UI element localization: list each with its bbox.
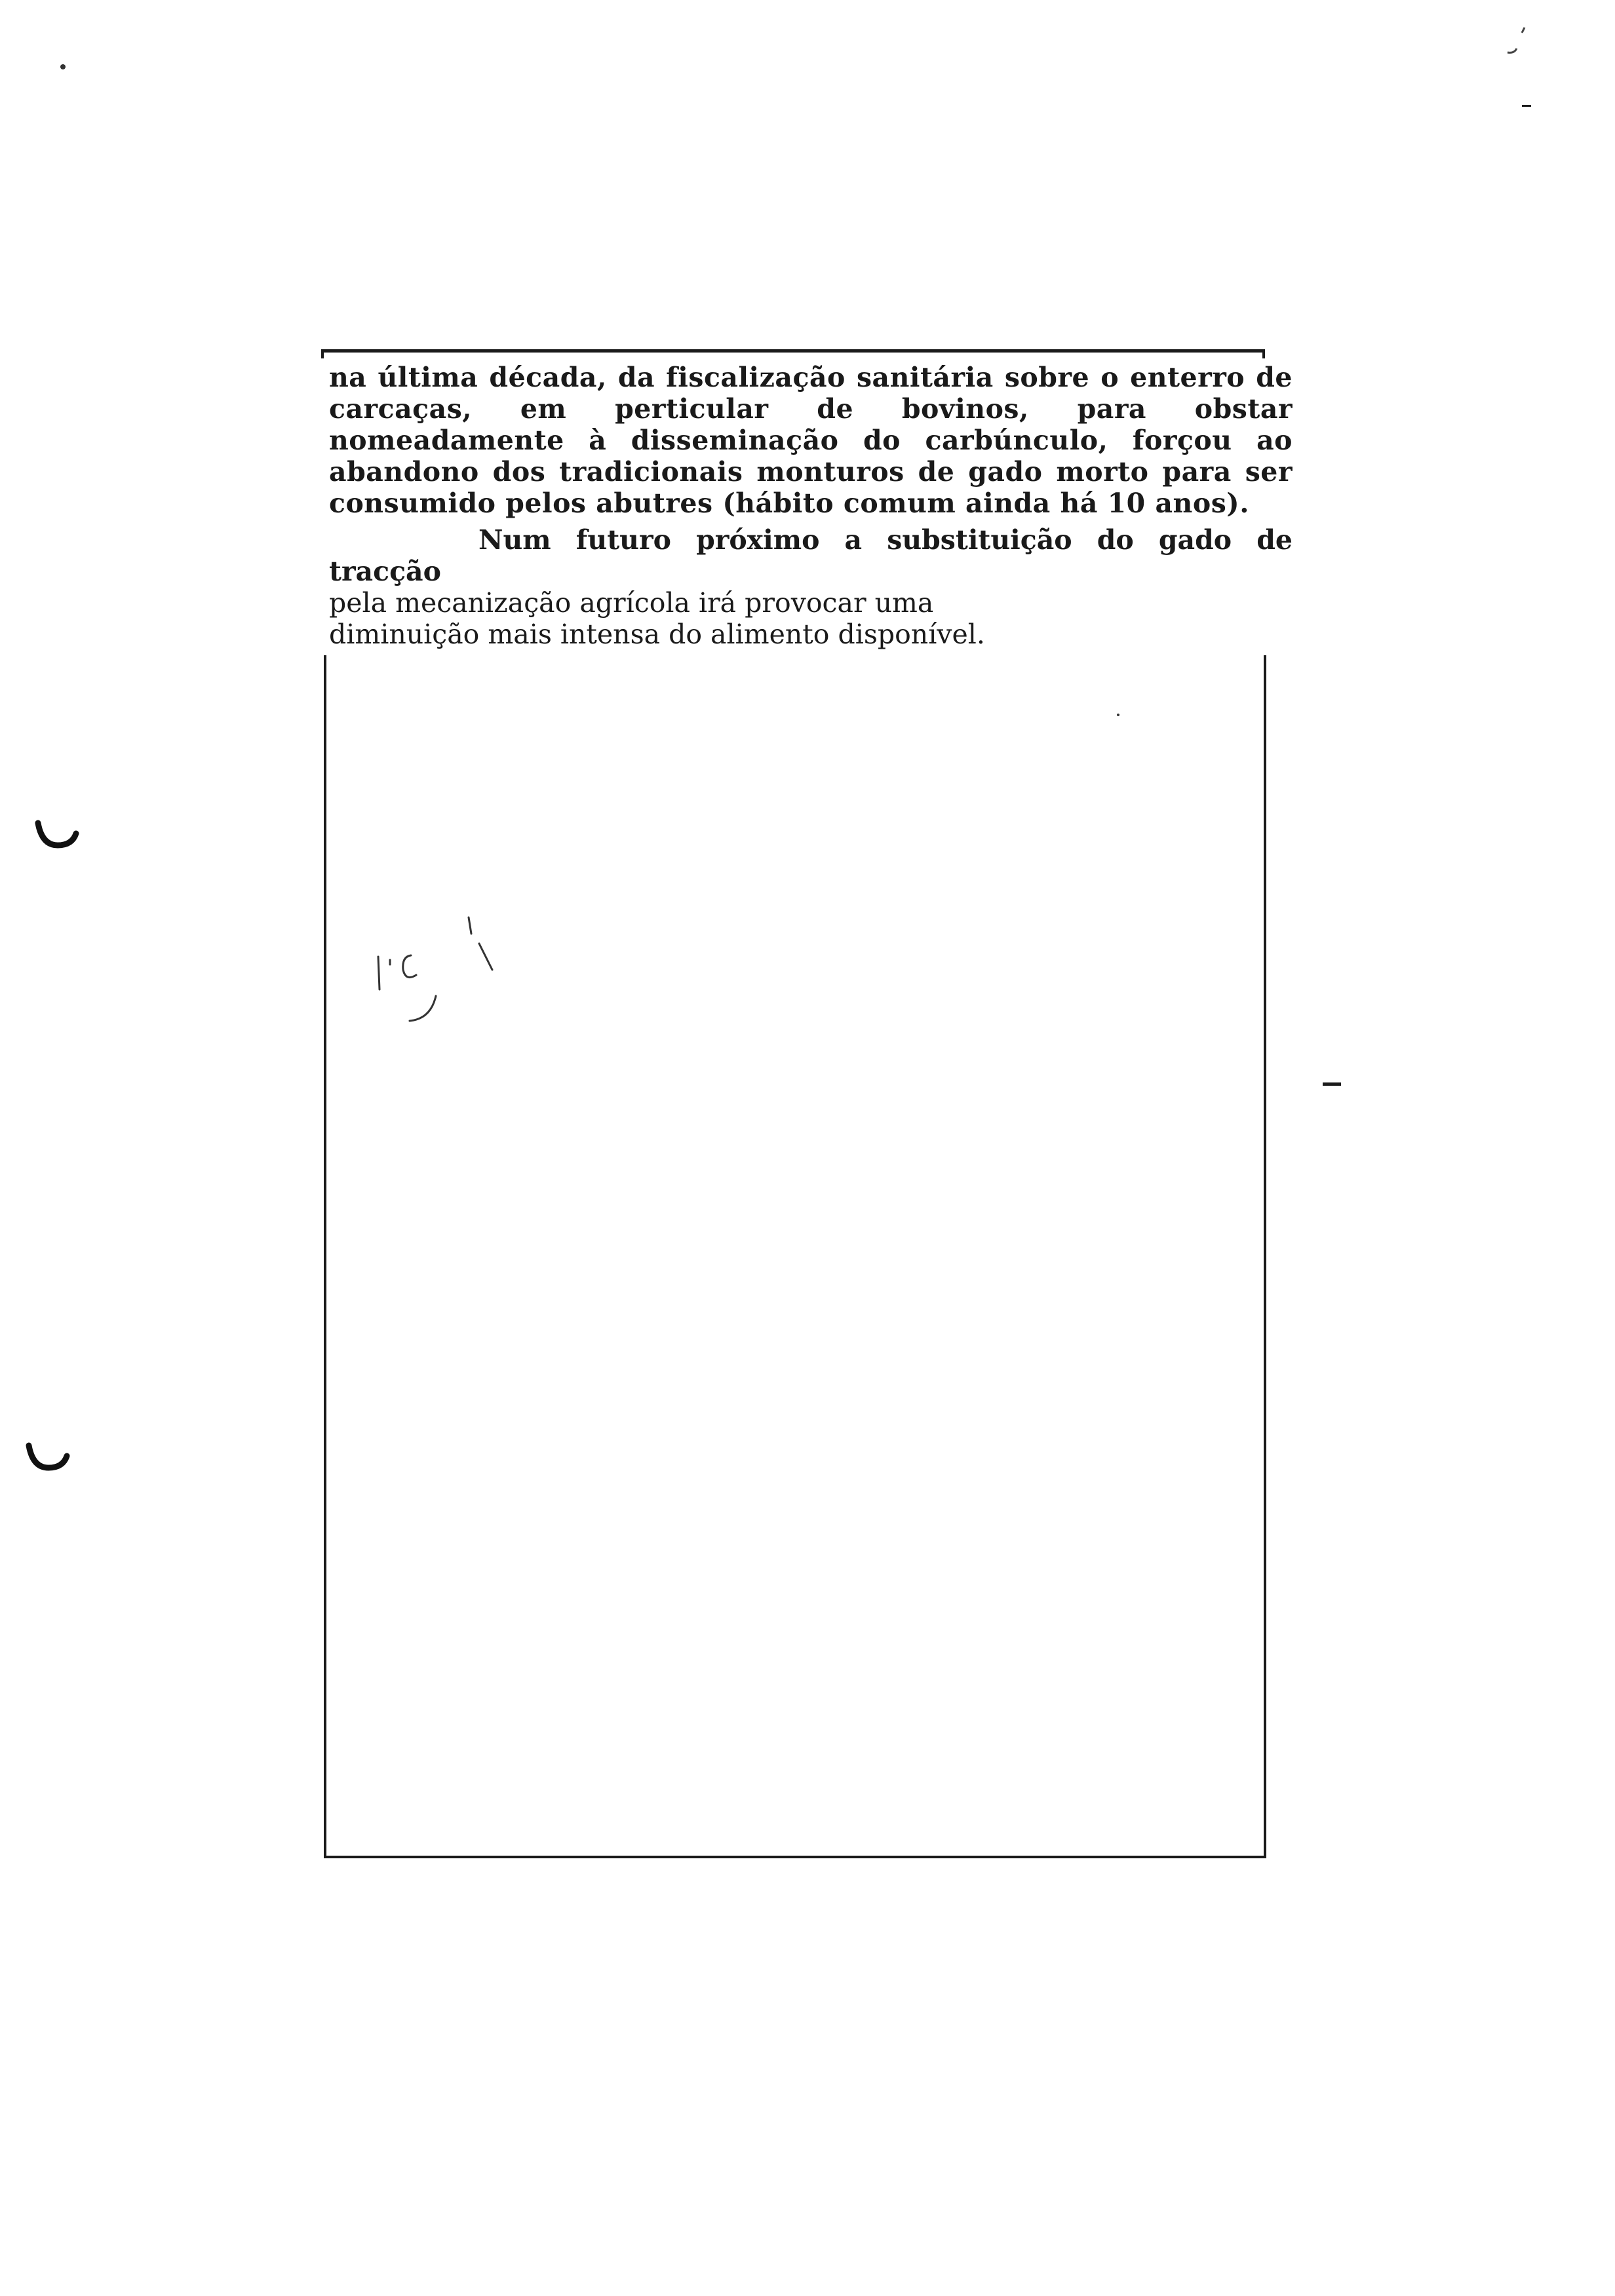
binder-hole-mark <box>34 819 80 852</box>
scan-dash <box>1522 105 1531 107</box>
scan-corner-mark <box>1505 20 1531 59</box>
handwritten-figure-label <box>370 904 515 1035</box>
scan-dash <box>1323 1082 1341 1086</box>
binder-hole-mark <box>25 1442 71 1474</box>
paragraph-2 <box>329 524 1293 650</box>
figure-frame <box>324 655 1266 1858</box>
paragraph-1: na última década, da fiscalização sanitária sobre o enterro de carcaças, em perticular de bovinos, para obstar nomeadamente à disseminação do carbúnculo, forçou ao abandono dos tradicionais monturos de gado morto para ser consumido pelos abutres (hábito comum ainda há 10 anos). <box>329 362 1293 519</box>
paragraph-2-line-1: Num futuro próximo a substituição do gado de tracção <box>329 524 1293 587</box>
scan-speck <box>60 64 66 69</box>
paragraph-2-line-2: pela mecanização agrícola irá provocar uma <box>329 587 934 619</box>
body-text <box>329 362 1293 650</box>
top-rule <box>321 349 1265 353</box>
paragraph-2-line-3: diminuição mais intensa do alimento disponível. <box>329 619 985 650</box>
